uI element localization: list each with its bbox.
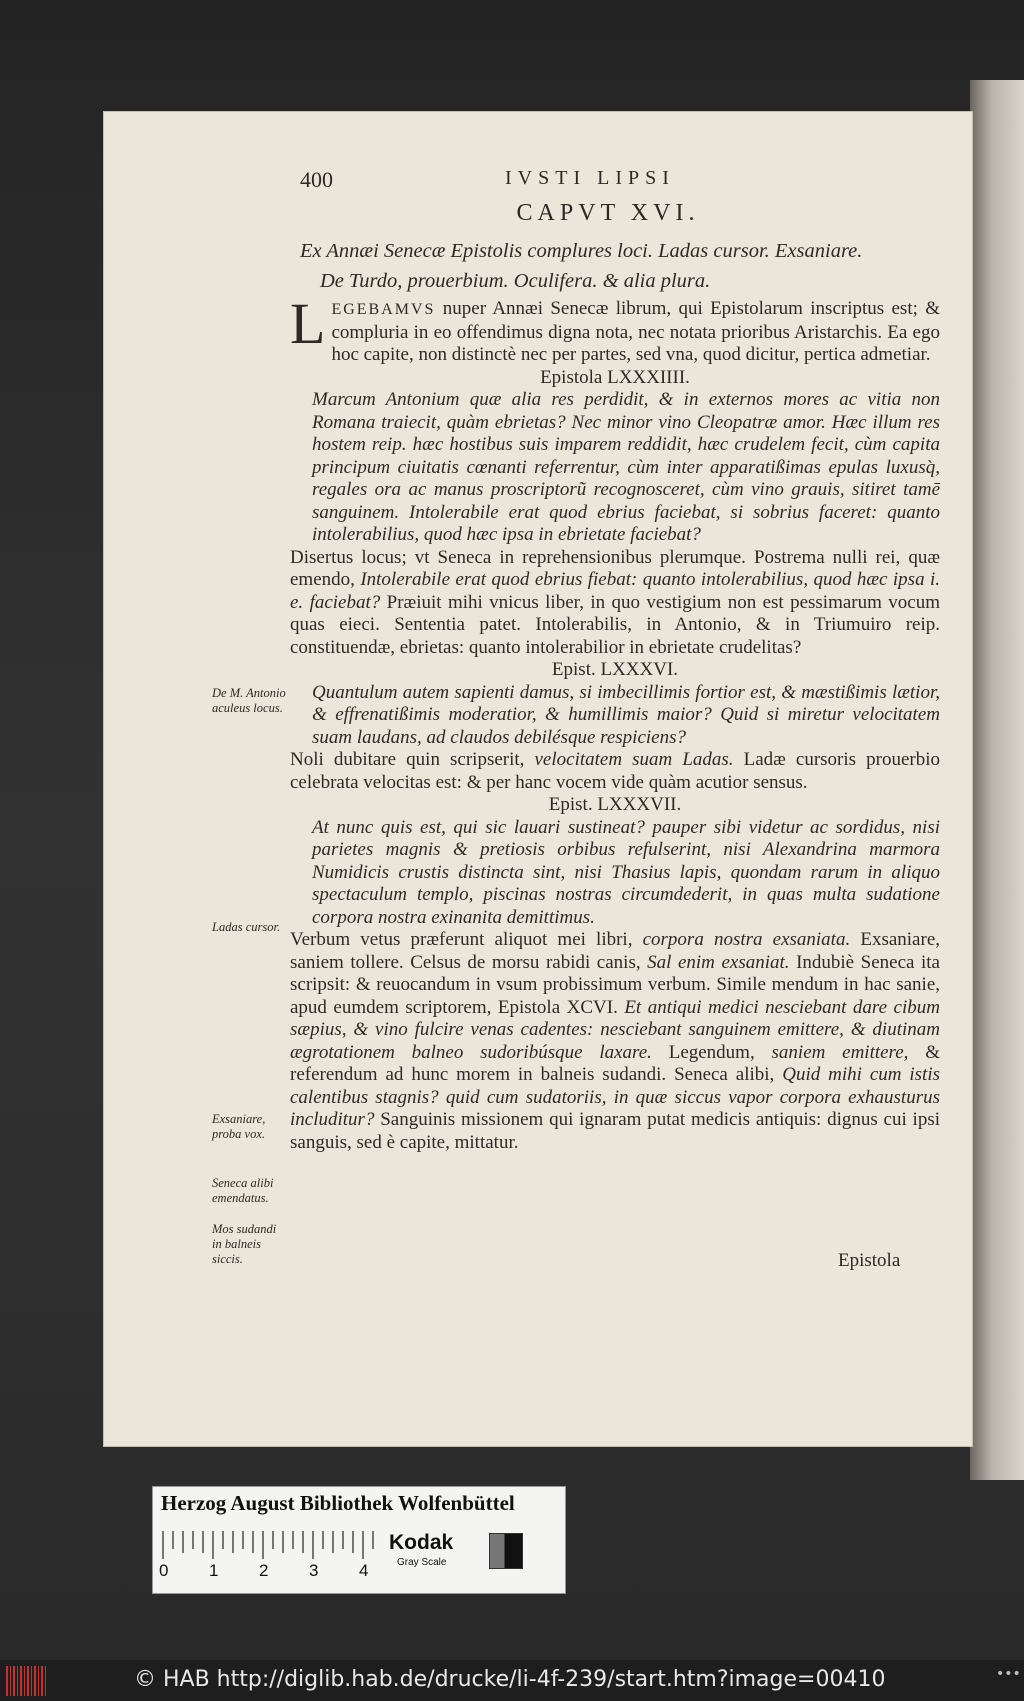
ruler-scale-icon	[161, 1531, 379, 1561]
paragraph-text: & referendum ad hunc morem in balneis sudandi. Seneca alibi,	[290, 1041, 941, 1085]
epistle-heading: Epist. LXXXVII.	[548, 794, 682, 815]
margin-note: Ladas cursor.	[212, 920, 281, 934]
gray-scale-label: Gray Scale	[397, 1557, 447, 1568]
ruler-number: 1	[209, 1561, 219, 1580]
gray-scale-patch	[489, 1533, 523, 1569]
page-number: 400	[300, 167, 333, 192]
commentary-paragraph	[290, 749, 940, 794]
running-head: IVSTI LIPSI	[505, 167, 675, 189]
citation: Sal enim exsaniat.	[647, 951, 790, 973]
paragraph-text: Indubiè Seneca ita scripsit: & reuocandum in vsum probissimum verbum. Simile mendum in hac sanie, apud eumdem scriptorem, Epistola XCVI.	[290, 951, 940, 1018]
kodak-logo: Kodak	[389, 1531, 454, 1554]
citation: velocitatem suam Ladas.	[534, 749, 734, 770]
margin-note: De M. Antonio aculeus locus.	[212, 686, 286, 715]
ruler-number: 0	[159, 1561, 169, 1580]
paragraph-text: Noli dubitare quin scripserit,	[290, 749, 535, 770]
quotation: At nunc quis est, qui sic lauari sustineat? pauper sibi videtur ac sordidus, nisi parietes magnis & pretiosis orbibus refulserint, nisi Alexandrina marmora Numidicis crustis distincta sint, nisi Thasius lapis, quondam rarum in aliquo spectaculum templo, piscinas nostras circumdederit, in quas multa sudatione corpora nostra exinanita demittimus.	[312, 816, 940, 928]
citation: Et antiqui medici nesciebant dare cibum sæpius, & vino fulcire venas cadentes: nesciebant sanguinem emittere, & diutinam ægrotationem balneo sudoribúsque laxare.	[290, 996, 940, 1063]
library-name: Herzog August Bibliothek Wolfenbüttel	[161, 1491, 515, 1515]
drop-cap: L	[290, 291, 326, 356]
paragraph-text: Verbum vetus præferunt aliquot mei libri,	[290, 929, 643, 950]
citation: Intolerabile erat quod ebrius fiebat: quanto intolerabilius, quod hæc ipsa i. e. faciebat?	[290, 569, 940, 613]
paragraph-text: Legendum,	[651, 1041, 772, 1063]
paragraph-text: Disertus locus; vt Seneca in reprehensionibus plerumque. Postrema nulli rei, quæ emendo,	[290, 546, 940, 590]
lead-word: EGEBAMVS	[331, 301, 436, 318]
summary-line: Ex Annæi Senecæ Epistolis complures loci. Ladas cursor. Exsaniare.	[300, 240, 863, 262]
quotation: Quantulum autem sapienti damus, si imbecillimis fortior est, & mæstißimis lætior, & effrenatißimis moderatior, & humillimis maior? Quid si miretur velocitatem suam laudans, ad claudos debilésque respiciens?	[312, 681, 940, 748]
chapter-summary	[300, 236, 940, 296]
citation: corpora nostra exsaniata.	[642, 929, 851, 950]
margin-note: Seneca alibi emendatus.	[212, 1176, 274, 1205]
more-options-icon[interactable]: •••	[996, 1666, 1021, 1682]
paragraph-text: Præiuit mihi vnicus liber, in quo vestigium non est pessimarum vocum quas eieci. Sententia patet. Intolerabilis, in Antonio, & in Triumuiro reip. constituendæ, ebrietas: quanto intolerabilior in ebrietate crudelitas?	[290, 591, 941, 658]
copyright-url[interactable]: © HAB http://diglib.hab.de/drucke/li-4f-239/start.htm?image=00410	[134, 1667, 886, 1692]
color-calibration-card	[152, 1486, 566, 1594]
page-header	[300, 167, 940, 197]
paragraph-text: nuper Annæi Senecæ librum, qui Epistolarum inscriptus est; & compluria in eo offendimus digna nota, nec notata prioribus Aristarchis. Ea ego hoc capite, non distinctè nec per partes, sed vna, quod dicitur, pertica admetiar.	[331, 298, 940, 365]
citation: saniem emittere,	[771, 1041, 909, 1063]
paragraph-text: Sanguinis missionem qui ignaram putat medicis antiquis: dignus cui ipsi sanguis, sed è capite, mittatur.	[290, 1109, 940, 1153]
quotation: Marcum Antonium quæ alia res perdidit, & in externos mores ac vitia non Romana traiecit, quàm ebrietas? Nec minor vino Cleopatræ amor. Hæc illum res hostem reip. hæc hostibus suis imparem reddidit, hæc crudelem fecit, cùm capita principum ciuitatis cœnanti referrentur, cùm inter apparatißimas epulas luxusq̀, regales ora ac manus proscriptorũ recognosceret, cùm vino grauis, sitiret tamē sanguinem. Intolerabile erat quod ebrius faciebat, si sobrius faceret: quanto intolerabilius, quod hæc ipsa in ebrietate faciebat?	[312, 389, 940, 545]
margin-note: Mos sudandi in balneis siccis.	[212, 1222, 277, 1266]
paragraph-text: Ladæ cursoris prouerbio celebrata velocitas est: & per hanc vocem vide quàm acutior sensus.	[290, 749, 940, 793]
commentary-paragraph	[290, 929, 940, 1154]
paragraph-text: Exsaniare, saniem tollere. Celsus de morsu rabidi canis,	[290, 929, 941, 973]
epistle-heading: Epist. LXXXVI.	[551, 659, 679, 680]
catchword: Epistola	[838, 1250, 901, 1271]
next-page-edge	[970, 80, 1024, 1480]
body-text	[290, 291, 941, 1154]
chapter-title: CAPVT XVI.	[516, 200, 700, 226]
ruler-number: 2	[259, 1561, 269, 1580]
ruler-number: 4	[359, 1561, 369, 1580]
epistle-heading: Epistola LXXXIIII.	[540, 366, 690, 388]
book-page	[104, 112, 972, 1446]
barcode-icon	[6, 1666, 46, 1696]
ruler-number: 3	[309, 1561, 319, 1580]
intro-paragraph	[290, 291, 940, 367]
commentary-paragraph	[290, 547, 940, 660]
margin-note: Exsaniare, proba vox.	[212, 1112, 266, 1141]
citation: Quid mihi cum istis calentibus stagnis? quid cum sudatoriis, in quæ siccus vapor corpora exhausturus includitur?	[290, 1064, 941, 1130]
footer-bar	[0, 1660, 1024, 1701]
summary-line: De Turdo, prouerbium. Oculifera. & alia plura.	[320, 270, 711, 292]
